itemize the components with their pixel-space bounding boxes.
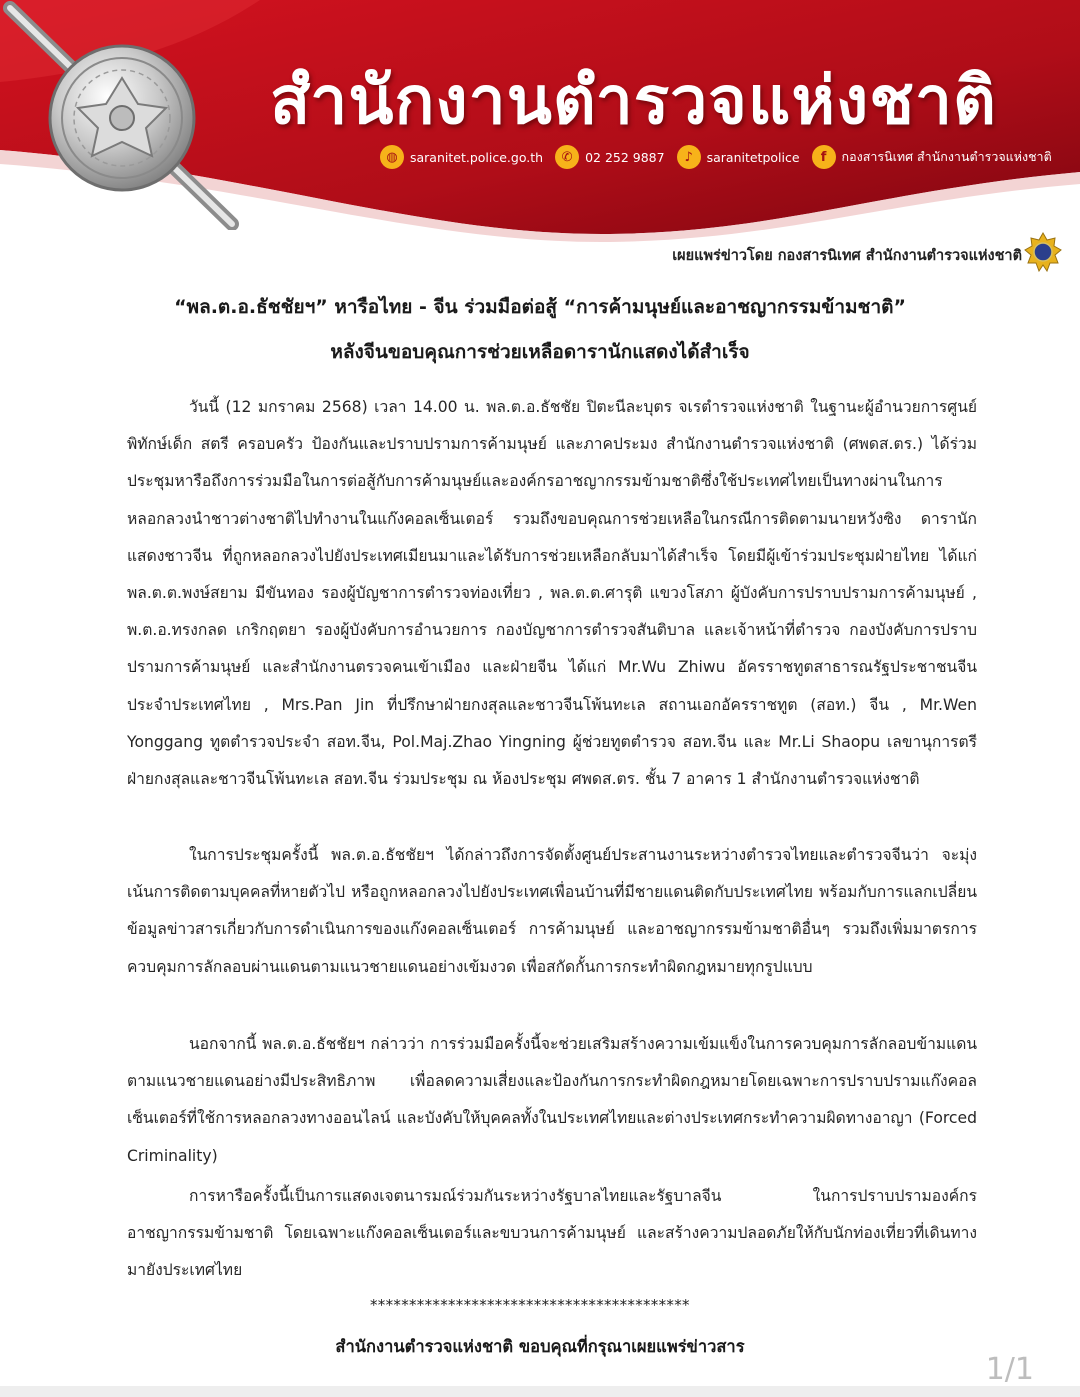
facebook-contact[interactable] — [812, 145, 1052, 169]
paragraph-4: การหารือครั้งนี้เป็นการแสดงเจตนารมณ์ร่วมกันระหว่างรัฐบาลไทยและรัฐบาลจีน ในการปราบปรามองค์กรอาชญากรรมข้ามชาติ โดยเฉพาะแก๊งคอลเซ็นเตอร์และขบวนการค้ามนุษย์ และสร้างความปลอดภัยให้กับนักท่องเที่ยวที่เดินทางมายังประเทศไทย — [127, 1187, 977, 1280]
phone-icon: ✆ — [555, 145, 579, 169]
website-text: saranitet.police.go.th — [410, 149, 544, 165]
contact-bar — [380, 143, 1052, 171]
paragraph-3: นอกจากนี้ พล.ต.อ.ธัชชัยฯ กล่าวว่า การร่วมมือครั้งนี้จะช่วยเสริมสร้างความเข้มแข็งในการควบคุมการลักลอบข้ามแดนตามแนวชายแดนอย่างมีประสิทธิภาพ เพื่อลดความเสี่ยงและป้องกันการกระทำผิดกฎหมายโดยเฉพาะการปราบปรามแก๊งคอลเซ็นเตอร์ที่ใช้การหลอกลวงทางออนไลน์ และบังคับให้บุคคลทั้งในประเทศไทยและต่างประเทศกระทำความผิดทางอาญา (Forced Criminality) — [127, 1035, 977, 1165]
facebook-text: กองสารนิเทศ สำนักงานตำรวจแห่งชาติ — [841, 149, 1052, 164]
separator-line: ***************************************** — [370, 1296, 690, 1314]
header-banner — [0, 0, 1080, 250]
org-title: สำนักงานตำรวจแห่งชาติ — [270, 62, 997, 139]
website-contact[interactable] — [380, 145, 543, 169]
publisher-credit: เผยแพร่ข่าวโดย กองสารนิเทศ สำนักงานตำรวจแห่งชาติ — [672, 248, 1022, 264]
headline-line-1: “พล.ต.อ.ธัชชัยฯ” หารือไทย - จีน ร่วมมือต่อสู้ “การค้ามนุษย์และอาชญากรรมข้ามชาติ” — [174, 296, 906, 318]
facebook-icon: f — [812, 145, 836, 169]
paragraph-1: วันนี้ (12 มกราคม 2568) เวลา 14.00 น. พล.ต.อ.ธัชชัย ปิตะนีละบุตร จเรตำรวจแห่งชาติ ในฐานะผู้อำนวยการศูนย์พิทักษ์เด็ก สตรี ครอบครัว ป้องกันและปราบปรามการค้ามนุษย์ และภาคประมง สำนักงานตำรวจแห่งชาติ (ศพดส.ตร.) ได้ร่วมประชุมหารือถึงการร่วมมือในการต่อสู้กับการค้ามนุษย์และองค์กรอาชญากรรมข้ามชาติซึ่งใช้ประเทศไทยเป็นทางผ่านในการหลอกลวงนำชาวต่างชาติไปทำงานในแก๊งคอลเซ็นเตอร์ รวมถึงขอบคุณการช่วยเหลือในกรณีการติดตามนายหวังซิง ดารานักแสดงชาวจีน ที่ถูกหลอกลวงไปยังประเทศเมียนมาและได้รับการช่วยเหลือกลับมาได้สำเร็จ โดยมีผู้เข้าร่วมประชุมฝ่ายไทย ได้แก่ พล.ต.ต.พงษ์สยาม มีขันทอง รองผู้บัญชาการตำรวจท่องเที่ยว , พล.ต.ต.ศารุติ แขวงโสภา ผู้บังคับการปราบปรามการค้ามนุษย์ , พ.ต.อ.ทรงกลด เกริกฤตยา รองผู้บังคับการอำนวยการ กองบัญชาการตำรวจสันติบาล และเจ้าหน้าที่ตำรวจ กองบังคับการปราบปรามการค้ามนุษย์ และสำนักงานตรวจคนเข้าเมือง และฝ่ายจีน ได้แก่ Mr.Wu Zhiwu อัครราชทูตสาธารณรัฐประชาชนจีนประจำประเทศไทย , Mrs.Pan Jin ที่ปรึกษาฝ่ายกงสุลและชาวจีนโพ้นทะเล สถานเอกอัครราชทูต (สอท.) จีน , Mr.Wen Yonggang ทูตตำรวจประจำ สอท.จีน, Pol.Maj.Zhao Yingning ผู้ช่วยทูตตำรวจ สอท.จีน และ Mr.Li Shaopu เลขานุการตรีฝ่ายกงสุลและชาวจีนโพ้นทะเล สอท.จีน ร่วมประชุม ณ ห้องประชุม ศพดส.ตร. ชั้น 7 อาคาร 1 สำนักงานตำรวจแห่งชาติ — [127, 398, 977, 789]
tiktok-icon: ♪ — [677, 145, 701, 169]
paragraph-2: ในการประชุมครั้งนี้ พล.ต.อ.ธัชชัยฯ ได้กล่าวถึงการจัดตั้งศูนย์ประสานงานระหว่างตำรวจไทยและตำรวจจีนว่า จะมุ่งเน้นการติดตามบุคคลที่หายตัวไป หรือถูกหลอกลวงไปยังประเทศเพื่อนบ้านที่มีชายแดนติดกับประเทศไทย พร้อมกับการแลกเปลี่ยนข้อมูลข่าวสารเกี่ยวกับการดำเนินการของแก๊งคอลเซ็นเตอร์ การค้ามนุษย์ และอาชญากรรมข้ามชาติอื่นๆ รวมถึงเพิ่มมาตรการควบคุมการลักลอบผ่านแดนตามแนวชายแดนอย่างเข้มงวด เพื่อสกัดกั้นการกระทำผิดกฎหมายทุกรูปแบบ — [127, 846, 977, 976]
tiktok-text: saranitetpolice — [706, 149, 800, 165]
globe-icon: ◍ — [380, 145, 404, 169]
page-indicator: 1/1 — [985, 1352, 1034, 1387]
police-badge-icon — [1024, 232, 1062, 272]
tiktok-contact[interactable] — [677, 145, 800, 169]
phone-contact[interactable] — [555, 145, 665, 169]
headline-line-2: หลังจีนขอบคุณการช่วยเหลือดารานักแสดงได้สำเร็จ — [330, 341, 750, 363]
police-seal-icon — [0, 0, 240, 230]
closing-note: สำนักงานตำรวจแห่งชาติ ขอบคุณที่กรุณาเผยแพร่ข่าวสาร — [335, 1337, 745, 1356]
phone-text: 02 252 9887 — [585, 149, 665, 165]
